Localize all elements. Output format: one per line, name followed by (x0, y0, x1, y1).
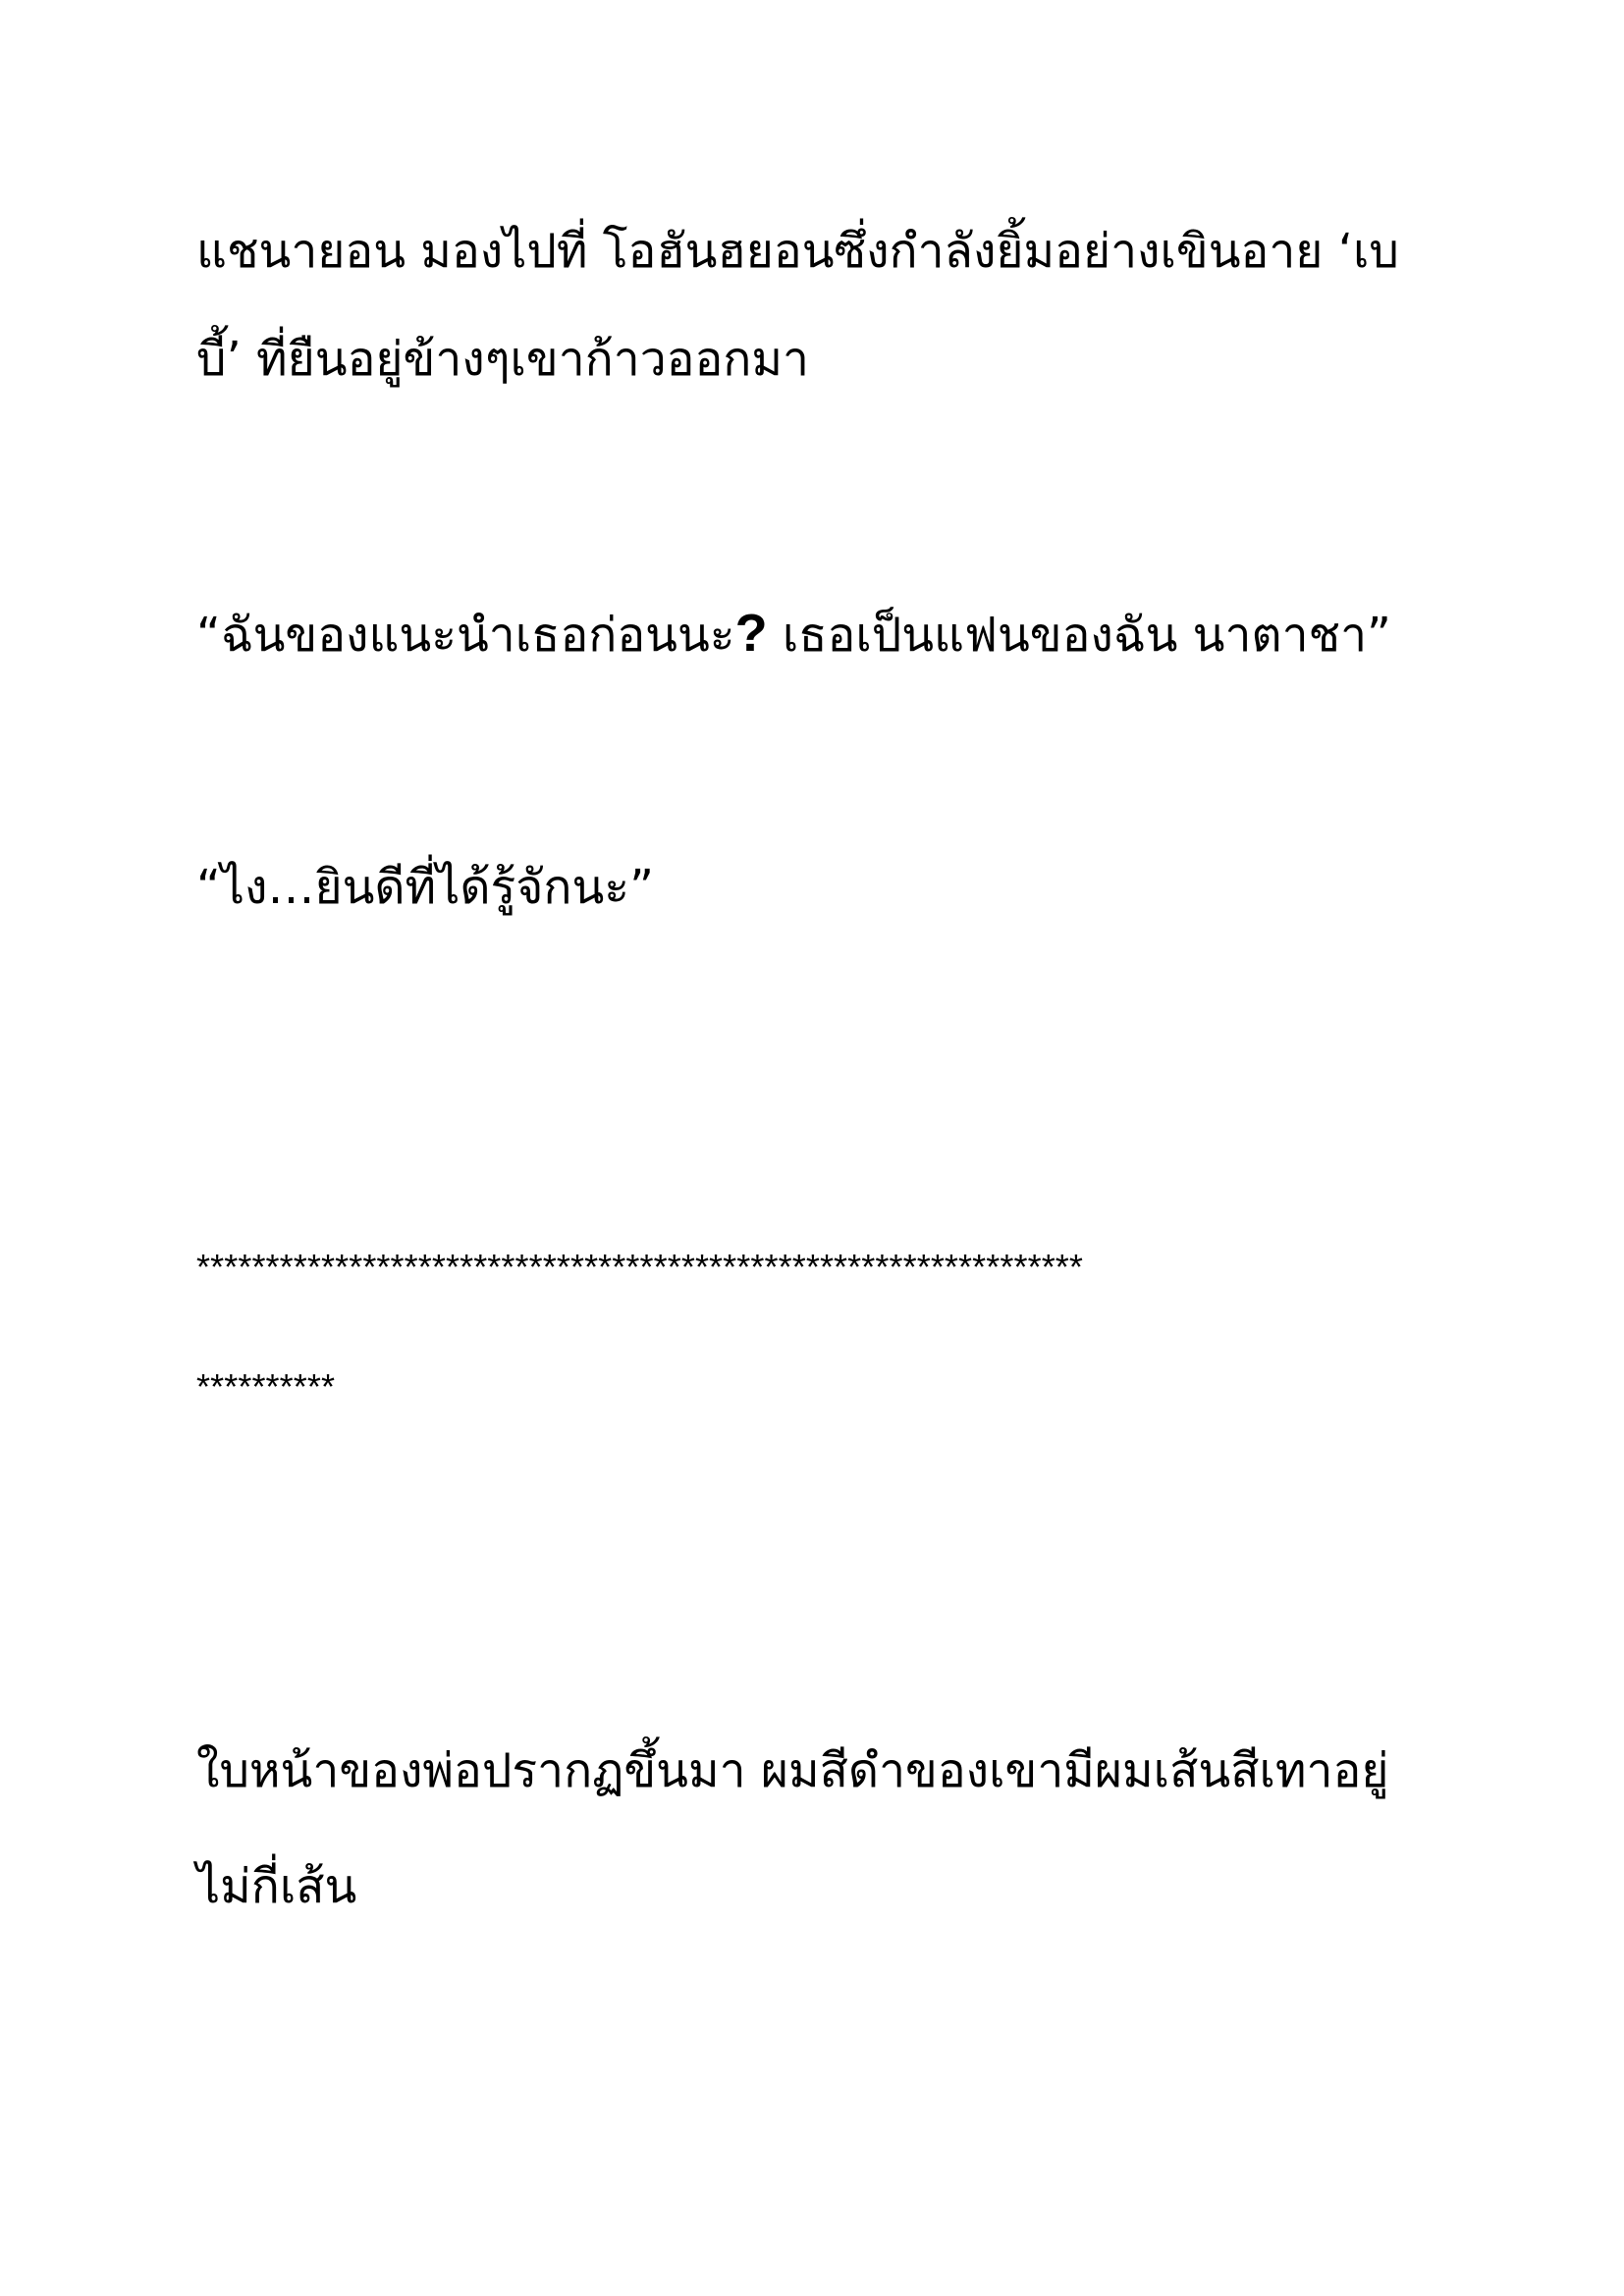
question-mark: ? (734, 604, 768, 663)
paragraph-4-line-1: ใบหน้าของพ่อปรากฏขึ้นมา ผมสีดำของเขามีผมเส้นสีเทาอยู่ (196, 1743, 1389, 1798)
paragraph-4-line-2: ไม่กี่เส้น (196, 1859, 357, 1914)
separator-line-1: **************************************************************** (196, 1247, 1084, 1287)
paragraph-2 (196, 604, 1391, 663)
separator-line-2: ********** (196, 1366, 336, 1407)
paragraph-2-text-start: “ฉันของแนะนำเธอก่อนนะ (196, 608, 735, 663)
paragraph-1-line-2: บี้’ ที่ยืนอยู่ข้างๆเขาก้าวออกมา (196, 332, 809, 387)
paragraph-1-line-1: แชนายอน มองไปที่ โอฮันฮยอนซึ่งกำลังยิ้มอย่างเขินอาย ‘เบ (196, 224, 1399, 279)
paragraph-2-text-end: เธอเป็นแฟนของฉัน นาตาชา” (767, 608, 1391, 663)
paragraph-3: “ไง…ยินดีที่ได้รู้จักนะ” (196, 860, 654, 915)
